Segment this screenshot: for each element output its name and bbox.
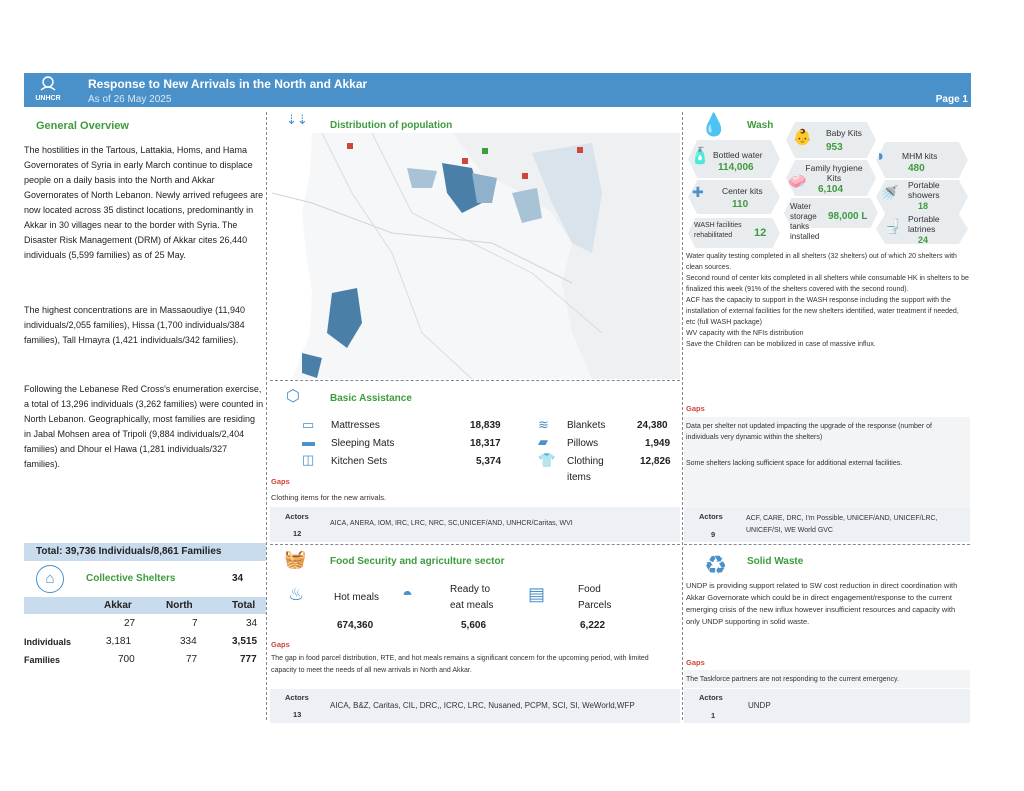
overview-heading: General Overview [36, 120, 129, 132]
recycle-icon: ♻ [704, 550, 728, 580]
basic-gaps-label: Gaps [271, 477, 290, 486]
wash-note: Save the Children can be mobilized in case of massive influx. [686, 341, 876, 348]
shelters-akkar: 27 [124, 618, 136, 629]
latrines-value: 24 [918, 235, 929, 245]
collective-shelters-value: 34 [232, 573, 244, 584]
wash-gaps-label: Gaps [686, 404, 705, 413]
pillows-label: Pillows [567, 438, 599, 449]
people-icon: ⇣⇣ [286, 112, 308, 127]
facilities-label: WASH facilities rehabilitated [694, 222, 742, 239]
food-actors-list: AICA, B&Z, Caritas, CIL, DRC,, ICRC, LRC, Nusaned, PCPM, SCI, SI, WeWorld,WFP [330, 701, 635, 710]
blankets-label: Blankets [567, 420, 606, 431]
map-bottom-line [270, 380, 680, 381]
col-north: North [166, 600, 193, 611]
basic-actors-list: AICA, ANERA, IOM, IRC, LRC, NRC, SC,UNICEF/AND, UNHCR/Caritas, WVI [330, 520, 573, 527]
hot-meal-icon: ♨ [288, 584, 305, 604]
solid-gaps-label: Gaps [686, 658, 705, 667]
mhm-icon: ◗ [876, 148, 886, 165]
solid-gaps-text: The Taskforce partners are not responding to the current emergency. [686, 676, 899, 683]
baby-kits-value: 953 [826, 142, 843, 153]
solid-actors-box [684, 689, 970, 723]
page-title: Response to New Arrivals in the North and Akkar [88, 77, 368, 91]
col-total: Total [232, 600, 256, 611]
wash-actors-list: ACF, CARE, DRC, I'm Possible, UNICEF/AND, UNICEF/LRC, UNICEF/SI, WE World GVC [746, 515, 938, 534]
divider-left [266, 112, 267, 720]
water-drop-icon: 💧 [700, 112, 728, 137]
hot-meals-value: 674,360 [337, 620, 374, 631]
separator-solid [684, 544, 970, 545]
wash-gaps-2: Some shelters lacking sufficient space for additional external facilities. [686, 460, 903, 467]
kitchen-icon: ◫ [302, 452, 315, 467]
bottled-water-value: 114,006 [718, 162, 754, 173]
baby-kit-icon: 👶 [793, 129, 812, 146]
mhm-kits-value: 480 [908, 163, 925, 174]
food-heading: Food Security and agriculture sector [330, 556, 505, 567]
showers-label: Portable showers [908, 180, 940, 200]
kitchen-sets-label: Kitchen Sets [331, 456, 388, 467]
food-parcels-label: Food Parcels [578, 584, 612, 611]
wash-note: Water quality testing completed in all shelters (32 shelters) out of which 20 shelters with clean sources. [686, 253, 957, 271]
blanket-icon: ≋ [538, 417, 549, 432]
overview-p2: The highest concentrations are in Massaoudiye (11,940 individuals/2,055 families), Hissa (1,700 individuals/384 families), Tall Hmayra (1,421 individuals/342 families). [24, 305, 245, 345]
food-parcel-icon: ▤ [528, 584, 546, 604]
mhm-kits-label: MHM kits [902, 151, 938, 161]
shower-icon: 🚿 [880, 185, 899, 202]
pillows-value: 1,949 [645, 438, 671, 449]
hygiene-kits-label: Family hygiene Kits [805, 163, 863, 183]
wash-note: ACF has the capacity to support in the WASH response including the support with the installation of external facilities for the new shelters identified, water treatment if needed, etc (full WASH package) [686, 297, 959, 326]
population-map [272, 133, 680, 379]
totals-table-header-bg [24, 597, 266, 614]
individuals-label: Individuals [24, 637, 72, 647]
food-gaps-label: Gaps [271, 640, 290, 649]
clothing-icon: 👕 [538, 452, 556, 468]
pillow-icon: ▰ [538, 434, 548, 449]
facilities-value: 12 [754, 227, 767, 239]
basic-actors-label: Actors [285, 512, 309, 521]
overview-p1: The hostilities in the Tartous, Lattakia, Homs, and Hama Governorates of Syria in early March continue to displace people on a daily basis into the North and Akkar Governorates of North Lebanon. Newly arrived refugees are now located across 35 distinct locations, predominantly in Akkar in 30 villages near to the border with Syria. The Disaster Risk Management (DRM) of Akkar cites 26,440 individuals (5,599 families) as of 25 May. [24, 145, 264, 260]
shelters-total: 34 [246, 618, 258, 629]
rte-meals-label: Ready to eat meals [450, 584, 494, 611]
center-kits-label: Center kits [722, 186, 763, 196]
individuals-north: 334 [180, 636, 197, 647]
wash-gaps-1: Data per shelter not updated impacting the upgrade of the response (number of individuals very dynamic within the shelters) [686, 423, 932, 441]
box-icon: ⬡ [286, 388, 300, 405]
tanks-value: 98,000 L [828, 211, 868, 222]
col-akkar: Akkar [104, 600, 132, 611]
solid-heading: Solid Waste [747, 556, 804, 567]
individuals-akkar: 3,181 [106, 636, 132, 647]
families-total: 777 [240, 654, 257, 665]
food-actors-count: 13 [293, 710, 302, 719]
latrine-icon: 🚽 [884, 218, 902, 234]
families-north: 77 [186, 654, 198, 665]
page-date: As of 26 May 2025 [88, 94, 172, 105]
basic-actors-count: 12 [293, 529, 302, 538]
solid-text: UNDP is providing support related to SW cost reduction in direct coordination with Akkar Governorate which could be in direct engagement/response to the current emerging crisis of the new influx however insufficient resources and capacity with only UNDP supporting in solid waste. [686, 581, 958, 626]
food-actors-label: Actors [285, 693, 309, 702]
solid-actors-list: UNDP [748, 701, 771, 710]
hot-meals-label: Hot meals [334, 592, 380, 603]
blankets-value: 24,380 [637, 420, 668, 431]
mattress-icon: ▭ [302, 417, 315, 432]
wash-actors-label: Actors [699, 512, 723, 521]
kitchen-sets-value: 5,374 [476, 456, 502, 467]
collective-shelters-label: Collective Shelters [86, 573, 176, 584]
mattresses-value: 18,839 [470, 420, 501, 431]
families-label: Families [24, 655, 61, 665]
shelters-north: 7 [192, 618, 198, 629]
wash-heading: Wash [747, 120, 774, 131]
bottled-water-label: Bottled water [713, 150, 763, 160]
overview-p3: Following the Lebanese Red Cross's enumeration exercise, a total of 13,296 individuals (3,262 families) were counted in North Lebanon. Geographically, most families are residing in Jabal Mohsen area of Tripoli (9,884 individuals/2,404 families) and Dhour el Hawa (1,281 individuals/327 families). [24, 384, 264, 469]
wash-notes [686, 251, 970, 350]
basic-heading: Basic Assistance [330, 393, 412, 404]
basic-gaps-text: Clothing items for the new arrivals. [271, 493, 387, 502]
food-basket-icon: 🧺 [284, 549, 307, 569]
food-parcels-value: 6,222 [580, 620, 606, 631]
totals-banner-text: Total: 39,736 Individuals/8,861 Families [36, 546, 222, 557]
wash-note: Second round of center kits completed in all shelters while consumable HK in shelters to be finalized this week (91% of the shelters covered with the second round). [686, 275, 969, 293]
center-kits-value: 110 [732, 199, 749, 210]
wash-actors-count: 9 [711, 530, 716, 539]
hygiene-kits-value: 6,104 [818, 184, 844, 195]
mattresses-label: Mattresses [331, 420, 380, 431]
food-gaps-text: The gap in food parcel distribution, RTE, and hot meals remains a significant concern for the upcoming period, with limited capacity to meet the needs of all new arrivals in North and Akkar. [271, 655, 649, 674]
clothing-label: Clothing items [567, 456, 604, 483]
shelter-icon: ⌂ [36, 565, 64, 593]
latrines-label: Portable latrines [908, 214, 940, 234]
tanks-label: Water storage tanks installed [790, 202, 820, 241]
showers-value: 18 [918, 201, 929, 211]
solid-actors-label: Actors [699, 693, 723, 702]
rte-meal-icon: ◓ [402, 584, 413, 604]
sleeping-mats-value: 18,317 [470, 438, 501, 449]
logo-text: UNHCR [35, 95, 61, 102]
families-akkar: 700 [118, 654, 135, 665]
hygiene-kit-icon: 🧼 [788, 173, 807, 190]
clothing-value: 12,826 [640, 456, 671, 467]
wash-note: WV capacity with the NFIs distribution [686, 330, 804, 337]
page-number: Page 1 [935, 94, 968, 105]
divider-right [682, 112, 683, 720]
unhcr-logo-icon [30, 76, 66, 104]
rte-meals-value: 5,606 [461, 620, 487, 631]
bottle-icon: 🧴 [690, 148, 710, 165]
individuals-total: 3,515 [232, 636, 258, 647]
baby-kits-label: Baby Kits [826, 128, 862, 138]
distribution-heading: Distribution of population [330, 120, 453, 131]
sleeping-mat-icon: ▬ [302, 434, 315, 449]
center-kit-icon: ✚ [692, 184, 704, 200]
separator-food [270, 544, 680, 545]
solid-actors-count: 1 [711, 711, 716, 720]
sleeping-mats-label: Sleeping Mats [331, 438, 395, 449]
